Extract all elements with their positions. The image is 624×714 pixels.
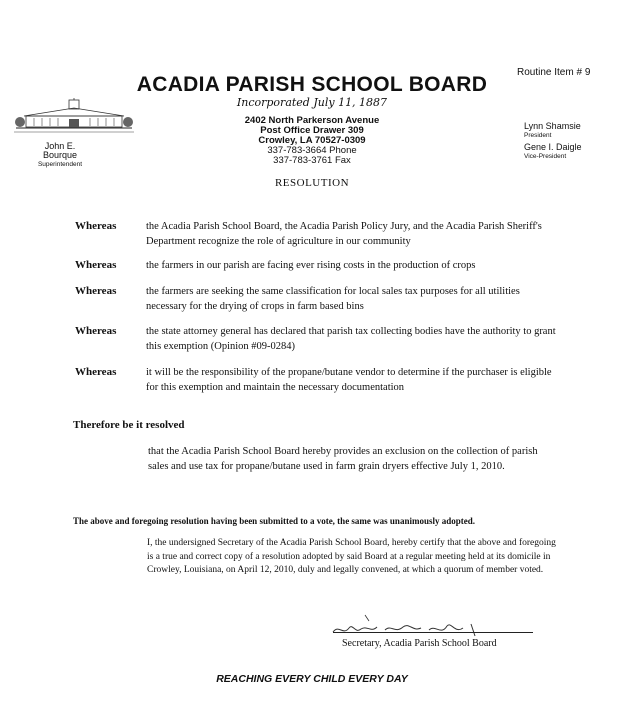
signature-line: [333, 632, 533, 633]
incorporation-script: Incorporated July 11, 1887: [236, 96, 388, 109]
whereas-label: Whereas: [75, 220, 117, 232]
whereas-clause-1: the Acadia Parish School Board, the Acadia Parish Policy Jury, and the Acadia Parish Sheriff's Department recognize the role of agriculture in our community: [146, 221, 542, 247]
whereas-label: Whereas: [75, 285, 117, 297]
whereas-clause-5: it will be the responsibility of the propane/butane vendor to determine if the purchaser is eligible for this exemption and maintain the necessary documentation: [146, 367, 552, 393]
therefore-heading: Therefore be it resolved: [73, 419, 185, 431]
address-line-3: Crowley, LA 70527-0309: [258, 135, 366, 146]
president-name: Lynn Shamsie: [524, 121, 581, 131]
secretary-caption: Secretary, Acadia Parish School Board: [342, 638, 497, 649]
adoption-statement: The above and foregoing resolution having been submitted to a vote, the same was unanimously adopted.: [73, 516, 475, 526]
superintendent-title: Superintendent: [37, 161, 83, 168]
resolution-heading: RESOLUTION: [274, 177, 350, 189]
routine-item-label: Routine Item # 9: [517, 67, 591, 78]
vice-president-block: [524, 143, 582, 161]
board-title: ACADIA PARISH SCHOOL BOARD: [136, 73, 488, 96]
whereas-clause-4: the state attorney general has declared that parish tax collecting bodies have the authority to grant this exemption (Opinion #09-0284): [146, 326, 556, 352]
whereas-label: Whereas: [75, 366, 117, 378]
president-block: [524, 122, 581, 140]
footer-motto: REACHING EVERY CHILD EVERY DAY: [216, 673, 408, 685]
fax-number: 337-783-3761 Fax: [273, 155, 351, 166]
vice-president-name: Gene I. Daigle: [524, 142, 582, 152]
whereas-clause-3: the farmers are seeking the same classification for local sales tax purposes for all utilities necessary for the drying of crops in farm based bins: [146, 286, 520, 312]
whereas-label: Whereas: [75, 325, 117, 337]
whereas-clause-2: the farmers in our parish are facing ever rising costs in the production of crops: [146, 260, 476, 271]
superintendent-block: [30, 142, 90, 169]
address-line-2: Post Office Drawer 309: [260, 125, 364, 136]
president-title: President: [524, 132, 552, 139]
phone-number: 337-783-3664 Phone: [267, 145, 357, 156]
whereas-label: Whereas: [75, 259, 117, 271]
superintendent-name: John E. Bourque: [42, 141, 78, 160]
certification-text: I, the undersigned Secretary of the Acadia Parish School Board, hereby certify that the above and foregoing is a true and correct copy of a resolution adopted by said Board at a regular meeting held at its domicile in Crowley, Louisiana, on April 12, 2010, duly and legally convened, at which a quorum of member voted.: [147, 538, 556, 575]
vice-president-title: Vice-President: [524, 153, 567, 160]
address-line-1: 2402 North Parkerson Avenue: [244, 115, 380, 126]
resolved-text: that the Acadia Parish School Board hereby provides an exclusion on the collection of parish sales and use tax for propane/butane used in farm grain dryers effective July 1, 2010.: [148, 446, 538, 472]
